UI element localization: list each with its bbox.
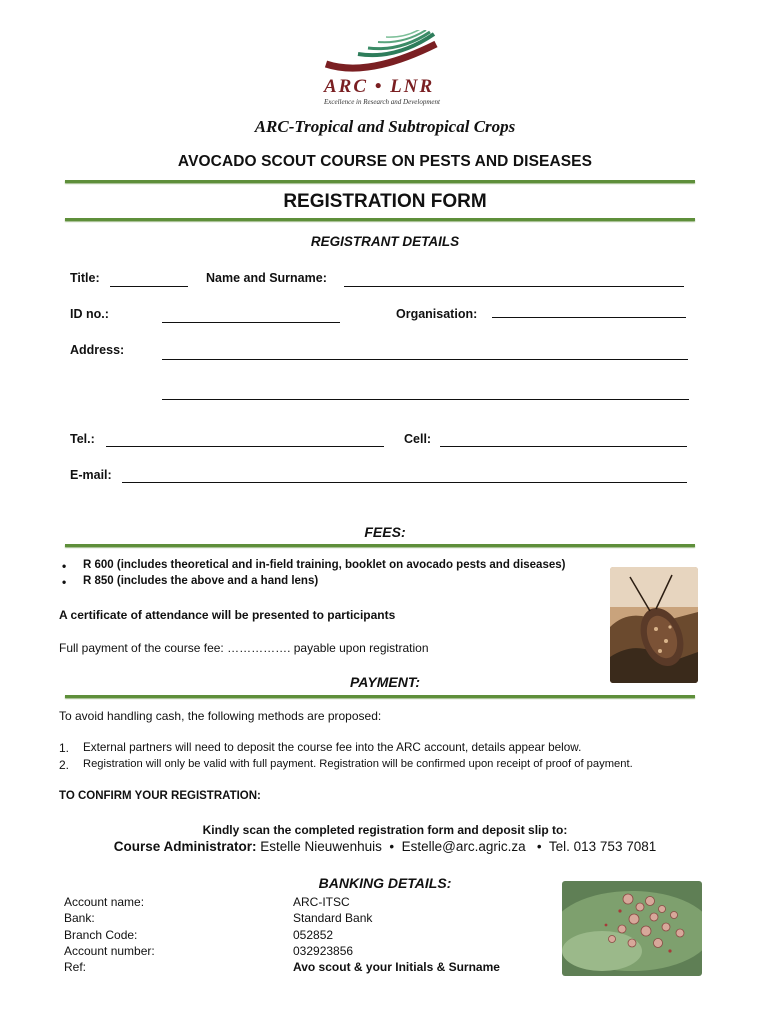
fees-heading: FEES: (364, 524, 406, 540)
tel-field[interactable] (106, 446, 384, 447)
banking-heading: BANKING DETAILS: (318, 875, 452, 891)
cell-field[interactable] (440, 446, 687, 447)
registrant-details-heading: REGISTRANT DETAILS (310, 234, 460, 249)
bank-label: Ref: (64, 960, 87, 974)
fee-item: R 850 (includes the above and a hand lens) (83, 575, 319, 587)
payment-item: Registration will only be valid with full payment. Registration will be confirmed upon receipt of proof of payment. (83, 758, 633, 770)
payment-heading: PAYMENT: (350, 674, 420, 690)
divider (65, 544, 695, 547)
stink-bug-photo (610, 567, 698, 683)
form-title: REGISTRATION FORM (283, 191, 487, 212)
bank-label: Account name: (64, 895, 145, 909)
admin-line (0, 839, 770, 854)
logo-tagline: Excellence in Research and Development (324, 98, 440, 106)
institute-name: ARC-Tropical and Subtropical Crops (254, 117, 516, 136)
bank-value: Standard Bank (293, 911, 373, 925)
bank-label: Branch Code: (64, 928, 138, 942)
logo-name: ARC • LNR (324, 76, 435, 97)
address-label: Address: (70, 343, 125, 357)
organisation-label: Organisation: (396, 307, 478, 321)
id-field[interactable] (162, 322, 340, 323)
bank-value: 032923856 (293, 944, 354, 958)
payment-note: Full payment of the course fee: ……………. payable upon registration (59, 641, 429, 655)
fee-bullet: • (62, 559, 67, 573)
divider (65, 695, 695, 698)
bank-value: Avo scout & your Initials & Surname (293, 960, 500, 974)
separator-dot: • (385, 839, 398, 854)
email-field[interactable] (122, 482, 687, 483)
bank-label: Bank: (64, 911, 95, 925)
bank-value: 052852 (293, 928, 334, 942)
cell-label: Cell: (404, 432, 432, 446)
organisation-field[interactable] (492, 317, 686, 318)
separator-dot: • (529, 839, 546, 854)
address-field-2[interactable] (162, 399, 689, 400)
bank-value: ARC-ITSC (293, 895, 350, 909)
tel-label: Tel.: (70, 432, 95, 446)
admin-email[interactable]: Estelle@arc.agric.za (401, 839, 526, 854)
id-label: ID no.: (70, 307, 109, 321)
admin-label: Course Administrator: (113, 839, 257, 854)
name-field[interactable] (344, 286, 684, 287)
admin-name: Estelle Nieuwenhuis (260, 839, 382, 854)
name-label: Name and Surname: (206, 271, 327, 285)
fee-bullet: • (62, 575, 67, 589)
certificate-note: A certificate of attendance will be presented to participants (59, 608, 396, 622)
divider (65, 180, 695, 183)
email-label: E-mail: (70, 468, 112, 482)
admin-tel: Tel. 013 753 7081 (548, 839, 657, 854)
payment-number: 2. (59, 758, 70, 772)
payment-number: 1. (59, 741, 70, 755)
divider (65, 218, 695, 221)
scan-note: Kindly scan the completed registration form and deposit slip to: (202, 823, 568, 837)
address-field-1[interactable] (162, 359, 688, 360)
payment-intro: To avoid handling cash, the following methods are proposed: (59, 709, 382, 723)
title-label: Title: (70, 271, 100, 285)
confirm-heading: TO CONFIRM YOUR REGISTRATION: (59, 790, 261, 802)
arc-logo-icon (318, 30, 448, 78)
scale-insects-photo (562, 881, 702, 976)
arc-logo (318, 30, 448, 110)
course-title: AVOCADO SCOUT COURSE ON PESTS AND DISEASES (177, 153, 593, 170)
title-field[interactable] (110, 286, 188, 287)
bank-label: Account number: (64, 944, 155, 958)
payment-item: External partners will need to deposit the course fee into the ARC account, details appear below. (83, 741, 582, 754)
fee-item: R 600 (includes theoretical and in-field training, booklet on avocado pests and diseases) (83, 559, 566, 571)
